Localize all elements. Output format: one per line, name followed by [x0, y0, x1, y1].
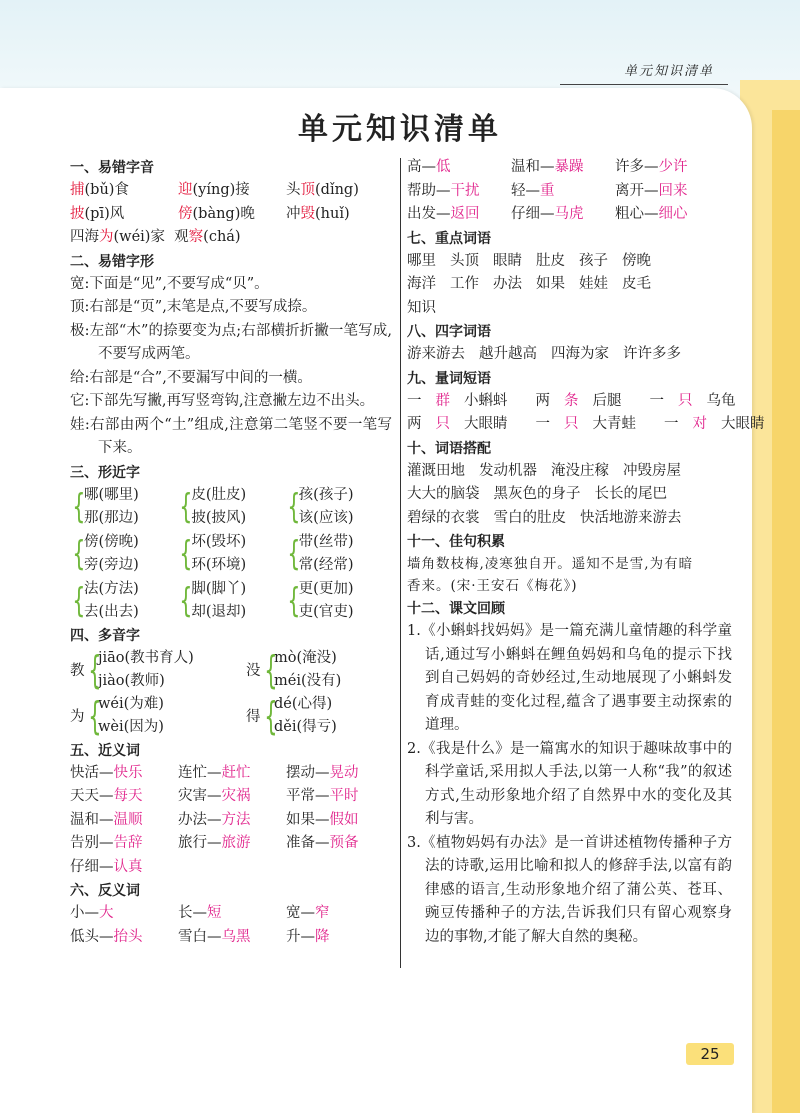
section-title: 六、反义词 — [70, 883, 140, 899]
answer: 低 — [436, 159, 451, 175]
polyphone-row — [70, 647, 392, 693]
measure-row — [407, 390, 736, 414]
similar-char: 孩(孩子) — [298, 486, 354, 503]
page-title: 单元知识清单 — [298, 112, 502, 147]
section-title: 十、词语搭配 — [407, 440, 491, 457]
word: 一 — [664, 416, 679, 432]
synonym-row — [70, 832, 392, 856]
section-title: 一、易错字音 — [70, 160, 154, 176]
word: 告别— — [70, 835, 114, 851]
word: 小— — [70, 905, 99, 921]
answer: 抬头 — [113, 928, 143, 945]
polyphone-char: 教 — [70, 663, 85, 679]
word: 仔细— — [511, 206, 555, 222]
word: 知识 — [407, 299, 436, 316]
word: 快活— — [70, 764, 114, 781]
similar-char: 常(经常) — [298, 556, 354, 573]
answer: 每天 — [113, 788, 143, 804]
section-title: 十一、佳句积累 — [407, 534, 505, 550]
polyphone-char: 没 — [246, 663, 261, 679]
phrase: 快活地游来游去 — [580, 509, 682, 526]
measure-word: 对 — [692, 416, 707, 432]
measure-word: 只 — [678, 392, 693, 409]
similar-char: 傍(傍晚) — [84, 533, 139, 550]
word: 后腿 — [592, 392, 622, 409]
answer: 干扰 — [450, 182, 480, 199]
answer: 灾祸 — [221, 788, 251, 804]
poem-line: 香来。(宋·王安石《梅花》) — [407, 578, 578, 594]
review-item: 2.《我是什么》是一篇寓水的知识于趣味故事中的科学童话,采用拟人手法,以第一人称“我”的叙述方式,生动形象地介绍了自然界中水的变化及其利与害。 — [407, 740, 732, 827]
measure-word: 只 — [564, 416, 579, 432]
measure-word: 群 — [435, 392, 450, 409]
pron-char: 察 — [188, 229, 204, 245]
similar-char: 皮(肚皮) — [191, 486, 247, 503]
answer: 细心 — [658, 206, 688, 222]
word: 眼睛 — [493, 252, 522, 269]
section-title: 五、近义词 — [70, 742, 140, 759]
brace-icon: { — [88, 647, 102, 692]
word: 仔细— — [70, 858, 114, 875]
word: 出发— — [407, 206, 451, 222]
antonym-row — [70, 902, 392, 926]
word: 皮毛 — [622, 276, 651, 292]
answer: 平时 — [329, 788, 359, 804]
answer: 降 — [315, 928, 330, 945]
answer: 预备 — [329, 835, 359, 851]
similar-char: 环(环境) — [191, 556, 247, 573]
pron-char: 傍 — [178, 205, 193, 222]
phrase: 雪白的肚皮 — [493, 509, 566, 526]
measure-row — [407, 413, 765, 437]
polyphone-reading: jiào(教师) — [98, 672, 165, 689]
column-divider — [400, 158, 401, 968]
antonym-row — [407, 156, 732, 180]
pron-pinyin: (dǐng) — [315, 182, 359, 198]
word: 娃娃 — [579, 276, 608, 292]
word: 准备— — [286, 835, 330, 851]
section-title: 四、多音字 — [70, 627, 140, 644]
word: 一 — [535, 416, 550, 432]
answer: 温顺 — [113, 811, 143, 828]
word: 办法— — [178, 811, 222, 828]
word: 一 — [649, 392, 664, 409]
similar-char: 吏(官吏) — [298, 603, 354, 620]
section-title: 七、重点词语 — [407, 230, 491, 247]
answer: 马虎 — [554, 206, 584, 222]
collocation-row — [407, 483, 732, 507]
word: 许多— — [615, 159, 659, 175]
similar-char: 更(更加) — [298, 580, 354, 597]
polyphone-reading: mò(淹没) — [274, 649, 337, 666]
pron-pinyin: (bǔ)食 — [84, 182, 129, 198]
pron-char: 迎 — [178, 182, 193, 198]
brace-icon: { — [179, 533, 193, 574]
word: 高— — [407, 159, 436, 175]
synonym-row — [70, 785, 392, 809]
answer: 假如 — [329, 811, 359, 828]
similar-char: 去(出去) — [84, 603, 139, 620]
answer: 少许 — [658, 159, 688, 175]
similar-char: 却(退却) — [191, 603, 247, 620]
similar-char: 该(应该) — [298, 509, 354, 526]
phrase: 碧绿的衣裳 — [407, 509, 480, 526]
similar-char: 法(方法) — [84, 580, 139, 597]
word: 温和— — [511, 159, 555, 175]
similar-char: 带(丝带) — [298, 533, 354, 550]
review-item: 3.《植物妈妈有办法》是一首讲述植物传播种子方法的诗歌,运用比喻和拟人的修辞手法,以富有韵律感的语言,生动形象地介绍了蒲公英、苍耳、豌豆传播种子的方法,告诉我们只有留心观察身边的事物,才能了解大自然的奥秘。 — [407, 834, 732, 945]
brace-icon: { — [72, 486, 86, 527]
pron-char: 为 — [99, 229, 114, 245]
header-tag: 单元知识清单 — [623, 64, 714, 79]
similar-char-group — [70, 531, 392, 577]
word: 孩子 — [579, 252, 608, 269]
word: 轻— — [511, 182, 540, 199]
left-column — [70, 156, 392, 949]
brace-icon: { — [179, 580, 193, 621]
word: 旅行— — [178, 835, 222, 851]
word: 长— — [178, 905, 207, 921]
word: 离开— — [615, 182, 659, 199]
idiom: 越升越高 — [479, 346, 537, 362]
word: 大眼睛 — [721, 416, 765, 432]
polyphone-reading: méi(没有) — [274, 672, 342, 689]
answer: 暴躁 — [554, 159, 584, 175]
answer: 窄 — [315, 905, 330, 921]
word: 傍晚 — [622, 252, 651, 269]
word: 工作 — [450, 276, 479, 292]
section-title: 八、四字词语 — [407, 324, 491, 340]
answer: 短 — [207, 905, 222, 921]
form-item: 娃:右部由两个“土”组成,注意第二笔竖不要一笔写下来。 — [70, 416, 392, 456]
answer: 认真 — [113, 858, 143, 875]
pron-pinyin: (huǐ) — [315, 205, 350, 222]
word: 乌龟 — [706, 392, 736, 409]
similar-char: 哪(哪里) — [84, 486, 139, 503]
word: 如果— — [286, 811, 330, 828]
pron-pinyin: (pī)风 — [84, 205, 125, 222]
word: 平常— — [286, 788, 330, 804]
word: 摆动— — [286, 764, 330, 781]
review-item: 1.《小蝌蚪找妈妈》是一篇充满儿童情趣的科学童话,通过写小蝌蚪在鲤鱼妈妈和乌龟的提示下找到自己妈妈的奇妙经过,生动地展现了小蝌蚪发育成青蛙的变化过程,蕴含了遇事要主动探索的道理。 — [407, 623, 732, 733]
word: 天天— — [70, 788, 114, 804]
similar-char: 旁(旁边) — [84, 556, 139, 573]
pron-prefix: 冲 — [286, 205, 301, 222]
header-rule — [560, 84, 728, 85]
similar-char: 披(披风) — [191, 509, 247, 526]
idiom: 游来游去 — [407, 346, 465, 362]
similar-char-group — [70, 484, 392, 530]
answer: 赶忙 — [221, 764, 251, 781]
brace-icon: { — [88, 693, 102, 738]
polyphone-reading: jiāo(教书育人) — [98, 649, 194, 666]
section-title: 九、量词短语 — [407, 370, 491, 387]
pron-char: 披 — [70, 205, 85, 222]
answer: 方法 — [221, 811, 251, 828]
collocation-row — [407, 460, 732, 484]
word: 海洋 — [407, 276, 436, 292]
key-words-row — [407, 273, 732, 297]
pron-row — [70, 179, 392, 203]
brace-icon: { — [264, 647, 278, 692]
answer: 告辞 — [113, 835, 143, 851]
brace-icon: { — [264, 693, 278, 738]
answer: 乌黑 — [221, 928, 251, 945]
pron-text: 四海 — [70, 229, 99, 245]
polyphone-char: 为 — [70, 709, 85, 725]
word: 粗心— — [615, 206, 659, 222]
answer: 旅游 — [221, 835, 251, 851]
answer: 返回 — [450, 206, 480, 222]
polyphone-reading: děi(得亏) — [274, 718, 337, 735]
polyphone-row — [70, 693, 392, 739]
similar-char-group — [70, 578, 392, 624]
form-item: 宽:下面是“见”,不要写成“贝”。 — [70, 275, 269, 292]
phrase: 冲毁房屋 — [623, 462, 681, 479]
synonym-row — [70, 856, 392, 880]
answer: 快乐 — [113, 764, 143, 781]
brace-icon: { — [287, 486, 301, 527]
brace-icon: { — [179, 486, 193, 527]
decor-stripe-dark — [772, 110, 800, 1113]
synonym-row — [70, 762, 392, 786]
answer: 大 — [99, 905, 114, 921]
measure-word: 只 — [435, 416, 450, 432]
brace-icon: { — [287, 580, 301, 621]
word: 小蝌蚪 — [464, 392, 508, 409]
word: 头顶 — [450, 252, 479, 269]
form-item: 给:右部是“合”,不要漏写中间的一横。 — [70, 369, 312, 386]
similar-char: 那(那边) — [84, 509, 139, 526]
phrase: 长长的尾巴 — [594, 486, 667, 502]
pron-pinyin: (yíng)接 — [192, 182, 250, 198]
pron-text: (wéi)家 观 — [113, 229, 189, 245]
pron-char: 毁 — [300, 205, 315, 222]
word: 哪里 — [407, 252, 436, 269]
word: 雪白— — [178, 928, 222, 945]
pron-prefix: 头 — [286, 182, 301, 198]
word: 两 — [407, 416, 422, 432]
polyphone-reading: wèi(因为) — [98, 718, 164, 735]
word: 温和— — [70, 811, 114, 828]
phrase: 黑灰色的身子 — [493, 486, 581, 502]
brace-icon: { — [72, 580, 86, 621]
idiom: 许许多多 — [623, 346, 681, 362]
page-number: 25 — [686, 1043, 734, 1065]
pron-pinyin: (chá) — [203, 229, 241, 245]
phrase: 淹没庄稼 — [551, 462, 609, 479]
similar-char: 脚(脚丫) — [191, 580, 247, 597]
key-words-row — [407, 250, 732, 274]
answer: 晃动 — [329, 764, 359, 781]
word: 大眼睛 — [464, 416, 508, 432]
phrase: 灌溉田地 — [407, 462, 465, 479]
phrase: 发动机器 — [479, 462, 537, 479]
form-item: 极:左部“木”的捺要变为点;右部横折折撇一笔写成,不要写成两笔。 — [70, 322, 392, 362]
antonym-row — [407, 180, 732, 204]
poem-line: 墙角数枝梅,凌寒独自开。遥知不是雪,为有暗 — [407, 556, 694, 572]
word: 大青蛙 — [592, 416, 636, 432]
collocation-row — [407, 507, 732, 531]
pron-pinyin: (bàng)晚 — [192, 205, 255, 222]
word: 宽— — [286, 905, 315, 921]
word: 肚皮 — [536, 252, 565, 269]
word: 两 — [535, 392, 550, 409]
measure-word: 条 — [564, 392, 579, 409]
brace-icon: { — [287, 533, 301, 574]
key-words-row — [407, 297, 732, 321]
brace-icon: { — [72, 533, 86, 574]
answer: 回来 — [658, 182, 688, 199]
right-column — [407, 156, 765, 949]
polyphone-char: 得 — [246, 709, 261, 725]
word: 帮助— — [407, 182, 451, 199]
pron-row — [70, 203, 392, 227]
word: 连忙— — [178, 764, 222, 781]
phrase: 大大的脑袋 — [407, 486, 480, 502]
section-title: 二、易错字形 — [70, 253, 154, 270]
idiom: 四海为家 — [551, 346, 609, 362]
idiom-row — [407, 343, 732, 367]
form-item: 它:下部先写撇,再写竖弯钩,注意撇左边不出头。 — [70, 393, 375, 409]
word: 低头— — [70, 928, 114, 945]
section-title: 十二、课文回顾 — [407, 601, 505, 617]
synonym-row — [70, 809, 392, 833]
word: 一 — [407, 392, 422, 409]
polyphone-reading: wéi(为难) — [98, 695, 164, 712]
word: 如果 — [536, 276, 565, 292]
section-title: 三、形近字 — [70, 464, 140, 481]
antonym-row — [70, 926, 392, 950]
similar-char: 坏(毁坏) — [191, 533, 247, 550]
antonym-row — [407, 203, 732, 227]
form-item: 顶:右部是“页”,末笔是点,不要写成捺。 — [70, 299, 317, 315]
polyphone-reading: dé(心得) — [274, 695, 333, 712]
answer: 重 — [540, 182, 555, 199]
pron-char: 捕 — [70, 182, 85, 198]
pron-row — [70, 226, 392, 250]
word: 办法 — [493, 276, 522, 292]
word: 升— — [286, 928, 315, 945]
word: 灾害— — [178, 788, 222, 804]
pron-char: 顶 — [300, 182, 315, 198]
